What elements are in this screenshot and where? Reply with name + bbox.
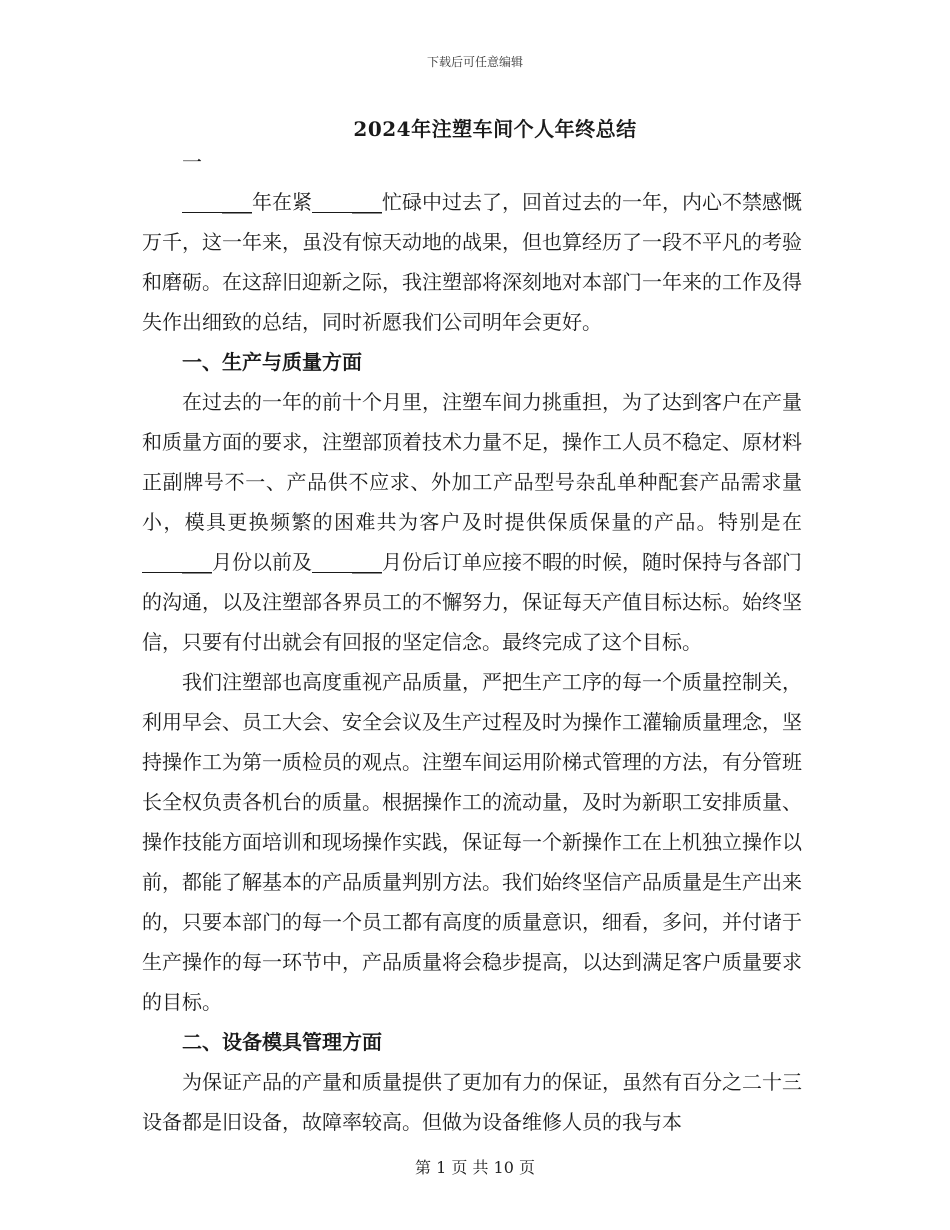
blank-field: ___ — [142, 552, 212, 573]
section-heading-production-quality: 一、生产与质量方面 — [182, 350, 362, 374]
section1-p1-text-3: 月份后订单应接不暇的时候，随时保持与各部门的沟通，以及注塑部各界员工的不懈努力，保证每天产值目标达标。始终坚信，只要有付出就会有回报的坚定信念。最终完成了这个目标。 — [142, 550, 802, 654]
blank-field: ___ — [312, 552, 382, 573]
document-subtitle: 一 — [182, 150, 202, 174]
section1-paragraph-2: 我们注塑部也高度重视产品质量，严把生产工序的每一个质量控制关，利用早会、员工大会、安全会议及生产过程及时为操作工灌输质量理念，坚持操作工为第一质检员的观点。注塑车间运用阶梯式管理的方法，有分管班长全权负责各机台的质量。根据操作工的流动量，及时为新职工安排质量、操作技能方面培训和现场操作实践，保证每一个新操作工在上机独立操作以前，都能了解基本的产品质量判别方法。我们始终坚信产品质量是生产出来的，只要本部门的每一个员工都有高度的质量意识，细看，多问，并付诸于生产操作的每一环节中，产品质量将会稳步提高，以达到满足客户质量要求的目标。 — [142, 670, 802, 1014]
document-body — [142, 142, 802, 1142]
intro-paragraph — [142, 182, 802, 342]
blank-field: ___ — [312, 192, 382, 213]
section1-p1-text-2: 月份以前及 — [212, 550, 312, 574]
document-title: 2024年注塑车间个人年终总结 — [353, 117, 637, 141]
section-heading-equipment-mold: 二、设备模具管理方面 — [182, 1030, 382, 1054]
header-note: 下载后可任意编辑 — [426, 55, 523, 69]
page-number-footer: 第 1 页 共 10 页 — [415, 1158, 535, 1177]
section2-paragraph-1: 为保证产品的产量和质量提供了更加有力的保证，虽然有百分之二十三设备都是旧设备，故障率较高。但做为设备维修人员的我与本 — [142, 1070, 802, 1134]
section1-p1-text-1: 在过去的一年的前十个月里，注塑车间力挑重担，为了达到客户在产量和质量方面的要求，注塑部顶着技术力量不足，操作工人员不稳定、原材料正副牌号不一、产品供不应求、外加工产品型号杂乱单种配套产品需求量小，模具更换频繁的困难共为客户及时提供保质保量的产品。特别是在 — [142, 390, 802, 534]
intro-text-1: 年在紧 — [252, 190, 312, 214]
intro-text-2: 忙碌中过去了，回首过去的一年，内心不禁感慨万千，这一年来，虽没有惊天动地的战果，但也算经历了一段不平凡的考验和磨砺。在这辞旧迎新之际，我注塑部将深刻地对本部门一年来的工作及得失作出细致的总结，同时祈愿我们公司明年会更好。 — [142, 190, 802, 334]
section1-paragraph-1 — [142, 382, 802, 662]
blank-field: ___ — [182, 192, 252, 213]
